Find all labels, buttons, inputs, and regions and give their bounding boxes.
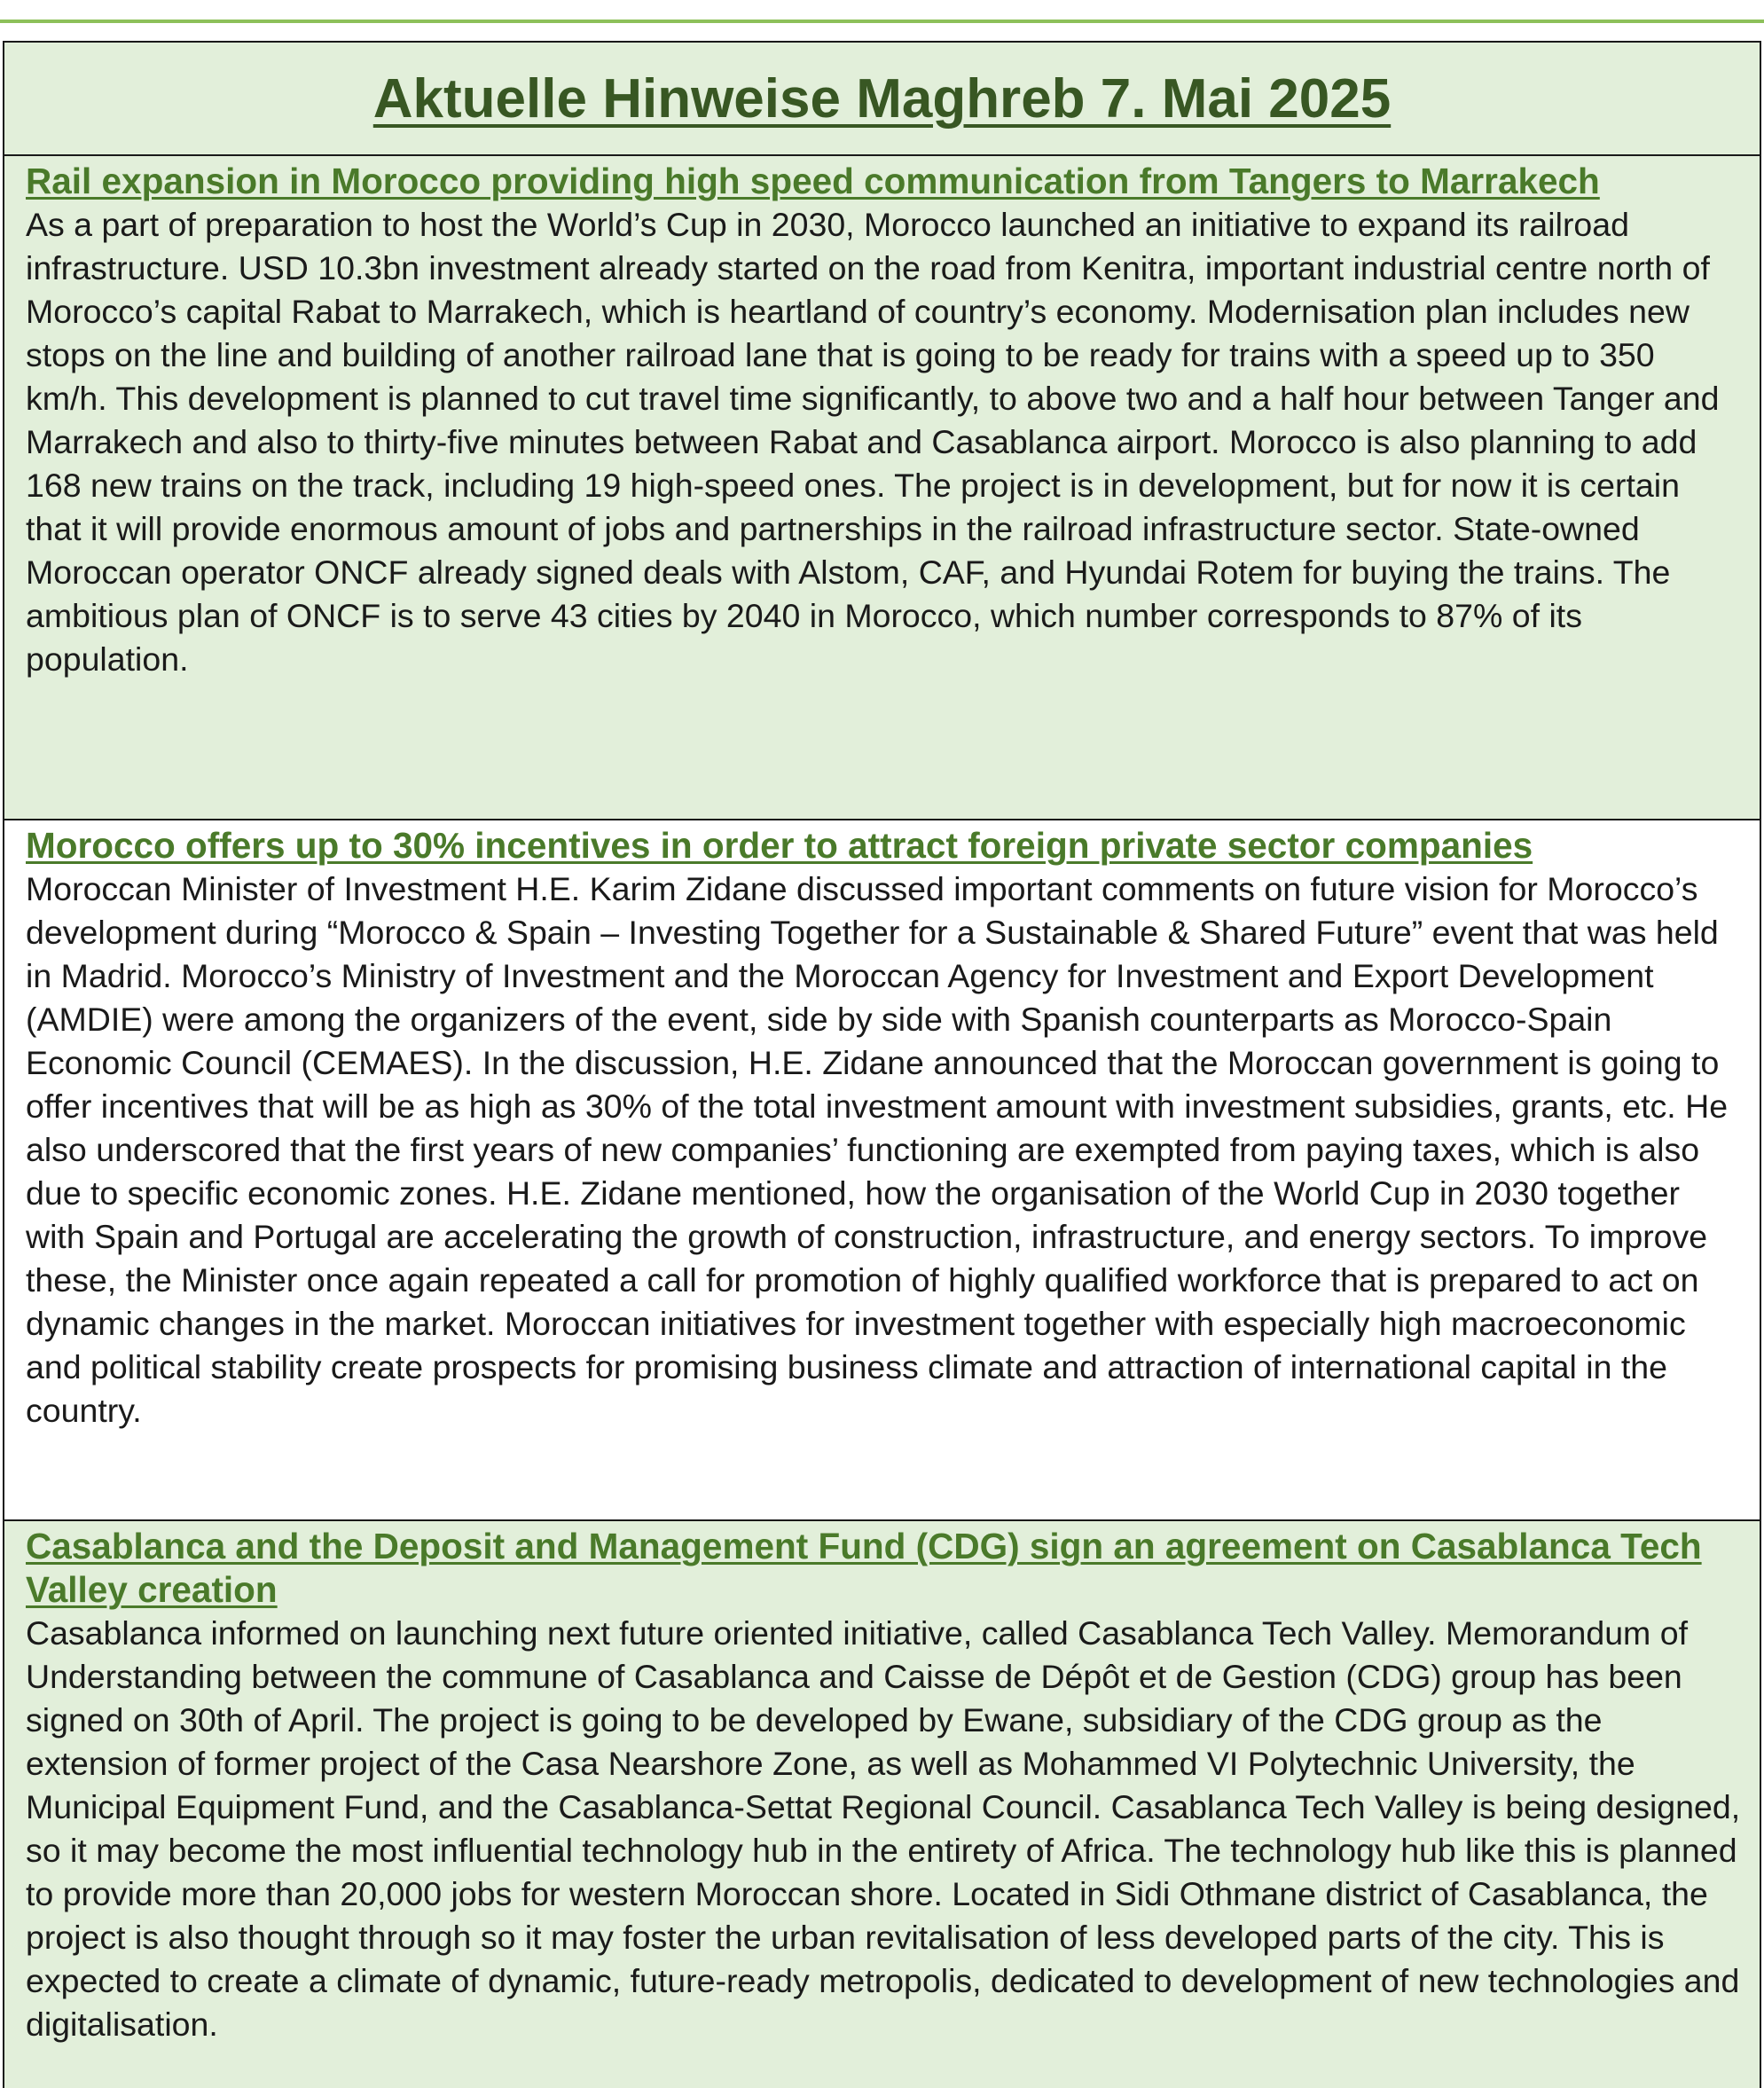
article-body: Moroccan Minister of Investment H.E. Karim Zidane discussed important comments on future vision for Morocco’s development during “Morocco & Spain – Investing Together for a Sustainable & Shared Future” event that was held in Madrid. Morocco’s Ministry of Investment and the Moroccan Agency for Investment and Export Development (AMDIE) were among the organizers of the event, side by side with Spanish counterparts as Morocco-Spain Economic Council (CEMAES). In the discussion, H.E. Zidane announced that the Moroccan government is going to offer incentives that will be as high as 30% of the total investment amount with investment subsidies, grants, etc. He also underscored that the first years of new companies’ functioning are exempted from paying taxes, which is also due to specific economic zones. H.E. Zidane mentioned, how the organisation of the World Cup in 2030 together with Spain and Portugal are accelerating the growth of construction, infrastructure, and energy sectors. To improve these, the Minister once again repeated a call for promotion of highly qualified workforce that is prepared to act on dynamic changes in the market. Moroccan initiatives for investment together with especially high macroeconomic and political stability create prospects for promising business climate and attraction of international capital in the country. <box>26 870 1729 1429</box>
article-title: Casablanca and the Deposit and Management Fund (CDG) sign an agreement on Casablanca Tech Valley creation <box>26 1526 1702 1610</box>
article-body: Casablanca informed on launching next future oriented initiative, called Casablanca Tech Valley. Memorandum of Understanding between the commune of Casablanca and Caisse de Dépôt et de Gestion (CDG) group has been signed on 30th of April. The project is going to be developed by Ewane, subsidiary of the CDG group as the extension of former project of the Casa Nearshore Zone, as well as Mohammed VI Polytechnic University, the Municipal Equipment Fund, and the Casablanca-Settat Regional Council. Casablanca Tech Valley is being designed, so it may become the most influential technology hub in the entirety of Africa. The technology hub like this is planned to provide more than 20,000 jobs for western Moroccan shore. Located in Sidi Othmane district of Casablanca, the project is also thought through so it may foster the urban revitalisation of less developed parts of the city. This is expected to create a climate of dynamic, future-ready metropolis, dedicated to development of new technologies and digitalisation. <box>26 1614 1741 2043</box>
article-investment-incentives <box>4 820 1760 1521</box>
article-rail-expansion <box>4 156 1760 820</box>
article-title: Rail expansion in Morocco providing high speed communication from Tangers to Marrakech <box>26 161 1600 201</box>
document-title: Aktuelle Hinweise Maghreb 7. Mai 2025 <box>372 67 1392 130</box>
header-rule <box>0 20 1764 23</box>
article-casablanca-tech-valley <box>4 1521 1760 2088</box>
newsletter-table <box>3 41 1761 2088</box>
article-title: Morocco offers up to 30% incentives in order to attract foreign private sector companies <box>26 825 1533 866</box>
title-cell <box>4 43 1760 156</box>
article-body: As a part of preparation to host the World’s Cup in 2030, Morocco launched an initiative to expand its railroad infrastructure. USD 10.3bn investment already started on the road from Kenitra, important industrial centre north of Morocco’s capital Rabat to Marrakech, which is heartland of country’s economy. Modernisation plan includes new stops on the line and building of another railroad lane that is going to be ready for trains with a speed up to 350 km/h. This development is planned to cut travel time significantly, to above two and a half hour between Tanger and Marrakech and also to thirty-five minutes between Rabat and Casablanca airport. Morocco is also planning to add 168 new trains on the track, including 19 high-speed ones. The project is in development, but for now it is certain that it will provide enormous amount of jobs and partnerships in the railroad infrastructure sector. State-owned Moroccan operator ONCF already signed deals with Alstom, CAF, and Hyundai Rotem for buying the trains. The ambitious plan of ONCF is to serve 43 cities by 2040 in Morocco, which number corresponds to 87% of its population. <box>26 206 1720 678</box>
